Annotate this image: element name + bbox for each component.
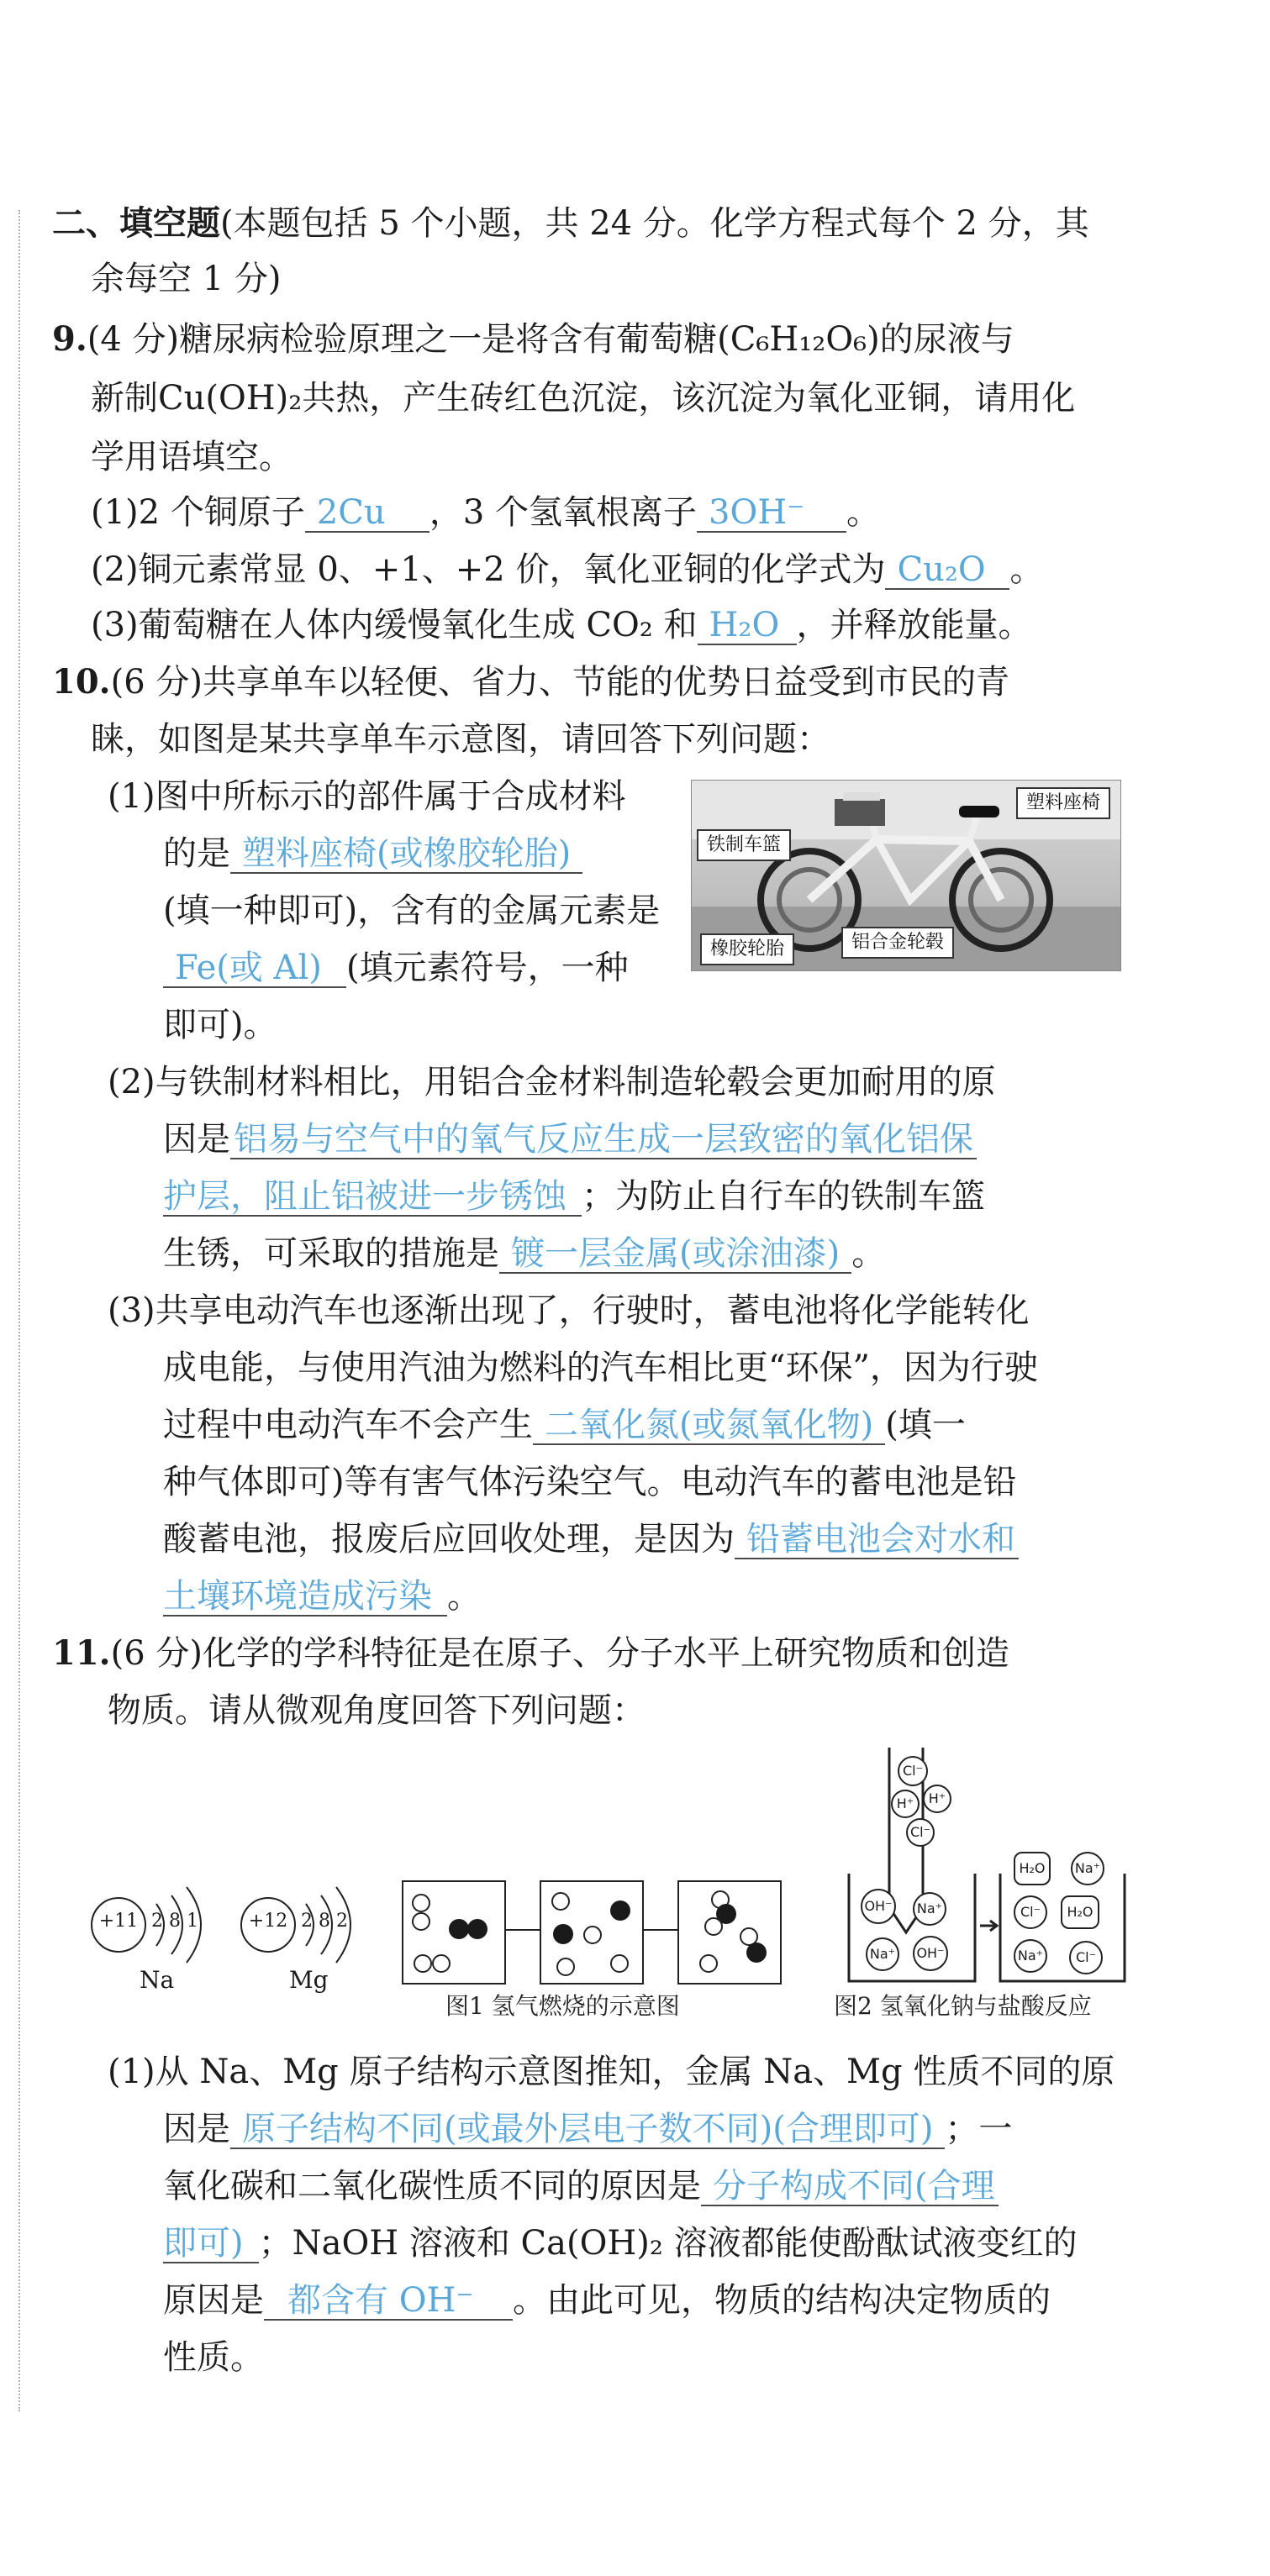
q11-p1-text4: ；NaOH 溶液和 Ca(OH)₂ 溶液都能使酚酞试液变红的 <box>258 2224 1078 2263</box>
q9-part3-text: (3)葡萄糖在人体内缓慢氧化生成 CO₂ 和 <box>91 606 698 644</box>
answer-blank: 土壤环境造成污染 <box>163 1578 447 1617</box>
q9-part2-text: (2)铜元素常显 0、+1、+2 价，氧化亚铜的化学式为 <box>91 550 886 589</box>
ion-cl: Cl⁻ <box>1014 1895 1047 1929</box>
q10-p3-line5 <box>163 1517 1019 1561</box>
q10-p3-line2: 成电能，与使用汽油为燃料的汽车相比更“环保”，因为行驶 <box>163 1348 1038 1387</box>
punctuation: 。 <box>1009 550 1044 589</box>
tag-hub: 铝合金轮毂 <box>841 927 954 959</box>
answer-blank: H₂O <box>698 607 797 645</box>
punctuation: 。 <box>851 1234 886 1273</box>
answer-blank: 都含有 OH⁻ <box>264 2282 513 2321</box>
fig1-connector <box>642 1929 677 1931</box>
margin-dotted-line <box>18 210 20 2411</box>
q10-p1-line2 <box>163 832 582 875</box>
ion-oh: OH⁻ <box>861 1889 896 1924</box>
q10-stem-line2: 睐，如图是某共享单车示意图，请回答下列问题： <box>91 720 830 759</box>
na-nucleus: +11 <box>98 1911 139 1932</box>
q10-p1-line4 <box>163 946 629 990</box>
answer-blank: 3OH⁻ <box>697 494 846 533</box>
q10-p3-line3 <box>163 1403 966 1447</box>
q9-part1-text: (1)2 个铜原子 <box>91 493 305 532</box>
answer-blank: 即可) <box>163 2225 259 2263</box>
mg-label: Mg <box>289 1966 329 1994</box>
na-label: Na <box>140 1966 175 1994</box>
mg-nucleus: +12 <box>248 1911 288 1932</box>
ion-na: Na⁺ <box>913 1892 946 1926</box>
answer-blank: 分子构成不同(合理 <box>701 2168 999 2206</box>
answer-blank: 塑料座椅(或橡胶轮胎) <box>230 835 582 874</box>
ion-na: Na⁺ <box>1014 1939 1047 1973</box>
answer-blank: Cu₂O <box>885 551 1009 590</box>
shared-bike-photo <box>691 780 1121 971</box>
q10-p3-line4: 种气体即可)等有害气体污染空气。电动汽车的蓄电池是铅 <box>163 1463 1017 1501</box>
fig1-box-reactants <box>402 1880 506 1985</box>
q10-p2-line3 <box>163 1175 985 1218</box>
tag-basket: 铁制车篮 <box>697 829 791 861</box>
answer-blank: 铅蓄电池会对水和 <box>735 1521 1019 1559</box>
section-header <box>52 202 1089 245</box>
q10-p3-text3b: (填一 <box>885 1406 966 1444</box>
q9-part2 <box>91 548 1043 591</box>
q10-p1-text4: (填元素符号，一种 <box>346 949 629 987</box>
q10-p2-text3: ；为防止自行车的铁制车篮 <box>582 1177 985 1216</box>
q11-p1-line2 <box>163 2107 1012 2151</box>
section-title: 二、填空题 <box>52 203 220 243</box>
q11-p1-text2: 因是 <box>163 2110 230 2148</box>
punctuation: 。 <box>846 493 880 532</box>
answer-blank: 2Cu <box>305 494 429 533</box>
molecule-h2o: H₂O <box>1061 1895 1099 1929</box>
ion-cl: Cl⁻ <box>898 1756 928 1786</box>
q10-stem-line1 <box>52 660 1009 704</box>
q9-stem-line1 <box>52 318 1014 361</box>
ion-h: H⁺ <box>923 1785 951 1813</box>
q9-stem-text: (4 分)糖尿病检验原理之一是将含有葡萄糖(C₆H₁₂O₆)的尿液与 <box>87 320 1014 359</box>
q10-p2-text: 因是 <box>163 1120 230 1159</box>
ion-na: Na⁺ <box>1071 1852 1104 1885</box>
q10-p1-line1: (1)图中所标示的部件属于合成材料 <box>108 777 626 816</box>
fig1-connector <box>504 1929 540 1931</box>
q9-part3-text2: ，并释放能量。 <box>796 606 1032 644</box>
q10-p3-text3: 过程中电动汽车不会产生 <box>163 1406 533 1444</box>
q10-p1-line5: 即可)。 <box>163 1006 277 1044</box>
na-atom-diagram <box>91 1885 234 1994</box>
answer-blank: 镀一层金属(或涂油漆) <box>499 1235 851 1274</box>
ion-na: Na⁺ <box>866 1937 899 1971</box>
question-number: 9. <box>52 319 87 359</box>
q11-p1-line1: (1)从 Na、Mg 原子结构示意图推知，金属 Na、Mg 性质不同的原 <box>108 2053 1115 2091</box>
q11-p1-line4 <box>163 2221 1078 2265</box>
q11-p1-line3 <box>163 2164 999 2208</box>
q11-p1-text3: 氧化碳和二氧化碳性质不同的原因是 <box>163 2167 701 2205</box>
q10-p3-line6 <box>163 1575 481 1618</box>
q11-p1-text5b: 。由此可见，物质的结构决定物质的 <box>513 2281 1051 2320</box>
answer-blank: Fe(或 Al) <box>163 949 346 988</box>
q10-p2-line4 <box>163 1232 885 1275</box>
tag-seat: 塑料座椅 <box>1016 787 1110 819</box>
ion-h: H⁺ <box>891 1790 920 1818</box>
q10-p1-line3: (填一种即可)，含有的金属元素是 <box>163 891 661 930</box>
answer-blank: 二氧化氮(或氮氧化物) <box>533 1406 885 1445</box>
q10-p3-text5: 酸蓄电池，报废后应回收处理，是因为 <box>163 1520 735 1559</box>
q11-stem-line2: 物质。请从微观角度回答下列问题： <box>108 1691 646 1730</box>
q10-p2-line2 <box>163 1117 977 1161</box>
q10-p2-text4: 生锈，可采取的措施是 <box>163 1234 499 1273</box>
question-number: 10. <box>52 662 111 702</box>
mg-atom-diagram <box>240 1885 383 1994</box>
answer-blank: 原子结构不同(或最外层电子数不同)(合理即可) <box>230 2111 945 2149</box>
q10-p3-line1: (3)共享电动汽车也逐渐出现了，行驶时，蓄电池将化学能转化 <box>108 1291 1030 1330</box>
q9-stem-line3: 学用语填空。 <box>91 438 292 476</box>
q9-stem-line2: 新制Cu(OH)₂共热，产生砖红色沉淀，该沉淀为氧化亚铜，请用化 <box>91 379 1076 418</box>
question-number: 11. <box>52 1633 111 1673</box>
answer-blank: 铝易与空气中的氧气反应生成一层致密的氧化铝保 <box>230 1121 977 1159</box>
q9-part3 <box>91 603 1032 647</box>
q9-part1 <box>91 491 880 534</box>
na-electrons: 2 8 1 <box>151 1911 198 1932</box>
section-note: (本题包括 5 个小题，共 24 分。化学方程式每个 2 分，其 <box>220 204 1089 243</box>
q10-stem-text: (6 分)共享单车以轻便、省力、节能的优势日益受到市民的青 <box>110 663 1009 702</box>
q10-p2-line1: (2)与铁制材料相比，用铝合金材料制造轮毂会更加耐用的原 <box>108 1063 996 1101</box>
q9-part1-text2: ，3 个氢氧根离子 <box>429 493 697 532</box>
q10-p1-text: 的是 <box>163 834 230 873</box>
mg-electrons: 2 8 2 <box>301 1911 348 1932</box>
ion-oh: OH⁻ <box>913 1936 948 1971</box>
tag-tire: 橡胶轮胎 <box>700 933 794 965</box>
fig1-box-intermediate <box>540 1880 644 1985</box>
section-note-cont: 余每空 1 分) <box>91 260 282 298</box>
q11-p1-line6: 性质。 <box>163 2338 264 2377</box>
ion-cl: Cl⁻ <box>1069 1941 1103 1974</box>
fig1-box-products <box>677 1880 782 1985</box>
ion-cl: Cl⁻ <box>906 1818 935 1847</box>
q11-p1-text2b: ；一 <box>945 2110 1013 2148</box>
molecule-h2o: H₂O <box>1014 1852 1051 1885</box>
answer-blank: 护层，阻止铝被进一步锈蚀 <box>163 1178 582 1217</box>
q11-stem-line1 <box>52 1632 1009 1675</box>
fig1-caption: 图1 氢气燃烧的示意图 <box>445 1992 680 2020</box>
q11-p1-text5: 原因是 <box>163 2281 264 2320</box>
fig2-caption: 图2 氢氧化钠与盐酸反应 <box>834 1992 1092 2020</box>
q11-p1-line5 <box>163 2279 1051 2322</box>
q11-stem-text: (6 分)化学的学科特征是在原子、分子水平上研究物质和创造 <box>110 1634 1009 1673</box>
punctuation: 。 <box>447 1577 481 1616</box>
